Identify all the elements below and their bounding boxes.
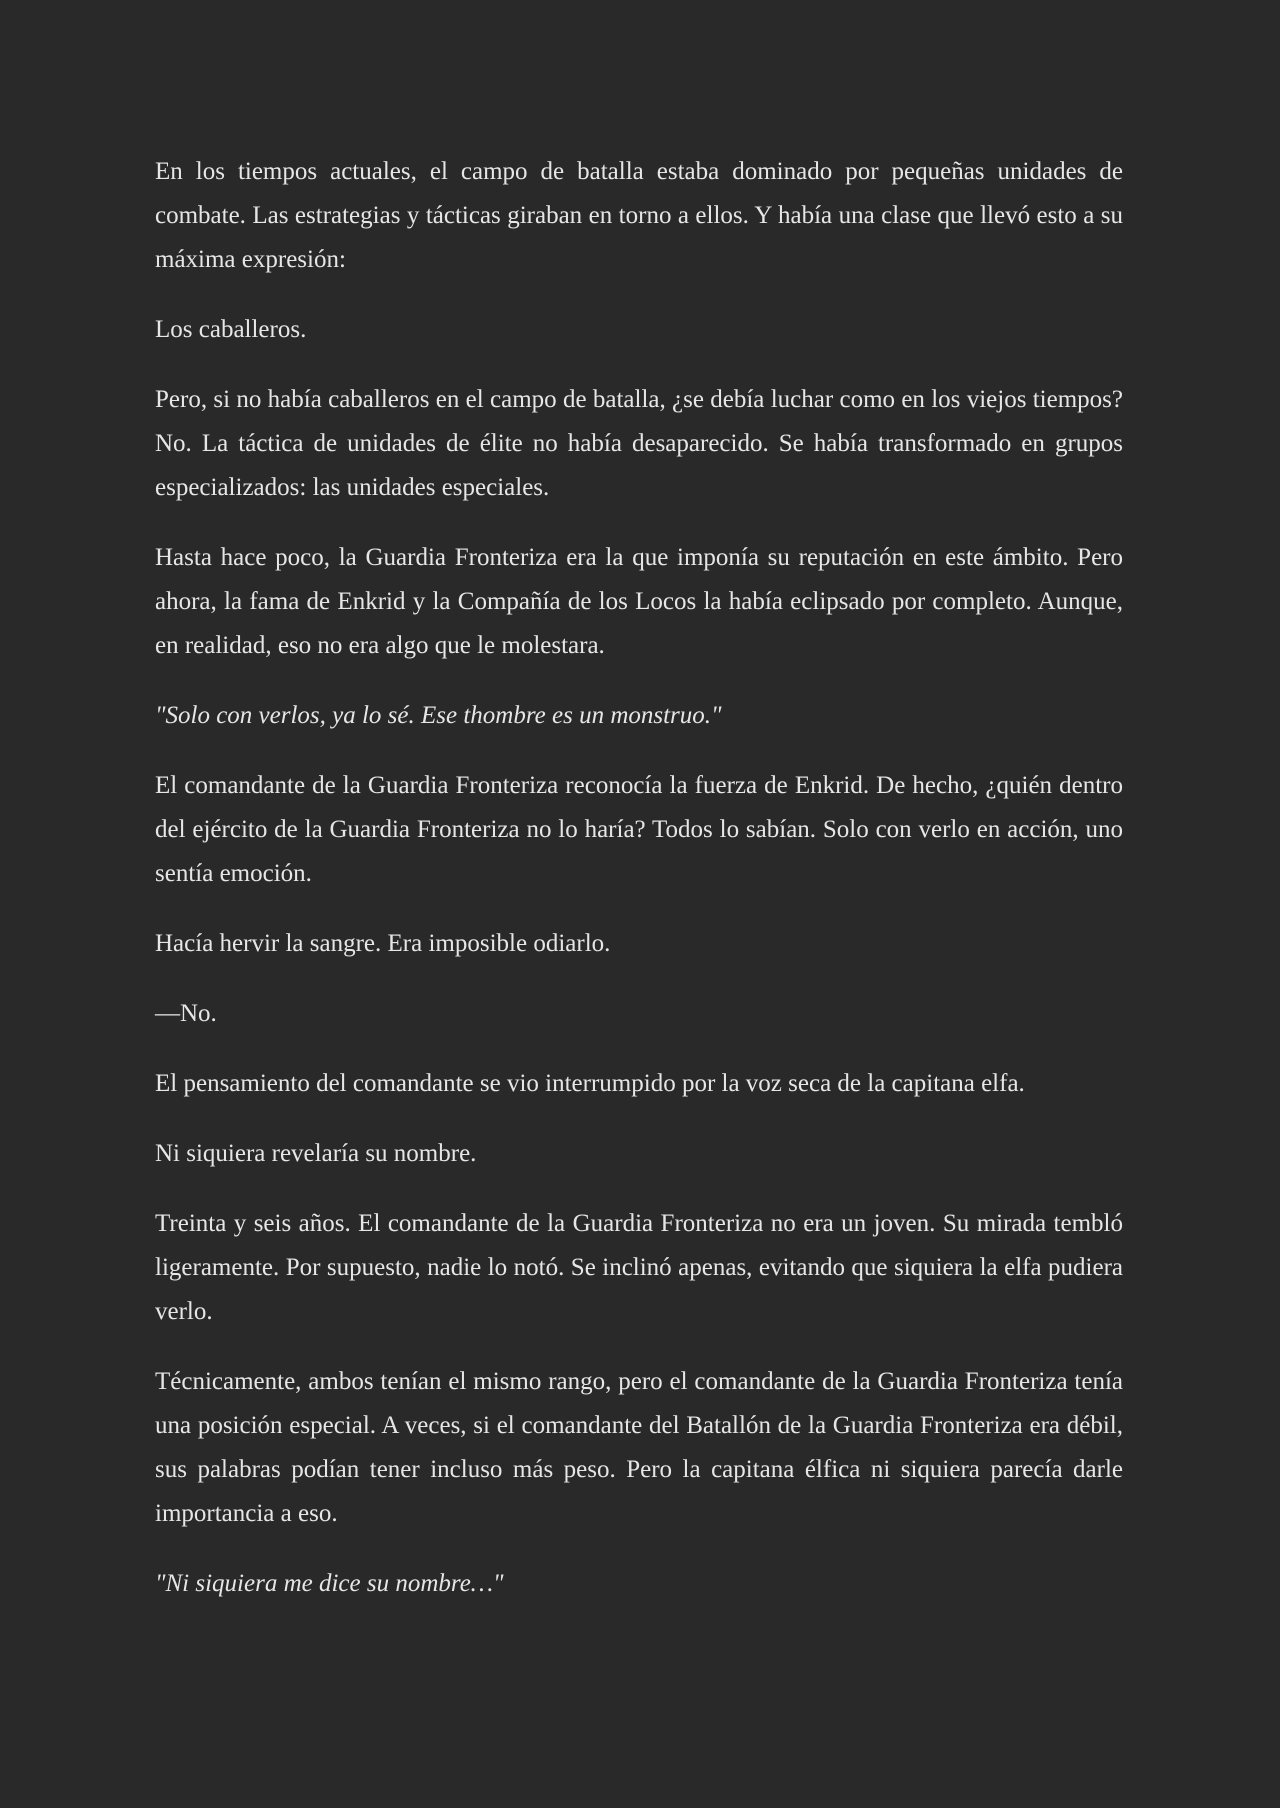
paragraph: Técnicamente, ambos tenían el mismo rango, pero el comandante de la Guardia Fronteriza tenía una posición especial. A veces, si el comandante del Batallón de la Guardia Fronteriza era débil, sus palabras podían tener incluso más peso. Pero la capitana élfica ni siquiera parecía darle importancia a eso.	[155, 1368, 1123, 1527]
paragraph: Treinta y seis años. El comandante de la Guardia Fronteriza no era un joven. Su mirada tembló ligeramente. Por supuesto, nadie lo notó. Se inclinó apenas, evitando que siquiera la elfa pudiera verlo.	[155, 1210, 1123, 1325]
paragraph: Hasta hace poco, la Guardia Fronteriza era la que imponía su reputación en este ámbito. Pero ahora, la fama de Enkrid y la Compañía de los Locos la había eclipsado por completo. Aunque, en realidad, eso no era algo que le molestara.	[155, 544, 1123, 659]
paragraph: Los caballeros.	[155, 316, 307, 343]
thought-quote: "Solo con verlos, ya lo sé. Ese thombre es un monstruo."	[155, 702, 722, 729]
paragraph: Pero, si no había caballeros en el campo de batalla, ¿se debía luchar como en los viejos tiempos? No. La táctica de unidades de élite no había desaparecido. Se había transformado en grupos especializados: las unidades especiales.	[155, 386, 1123, 501]
paragraph: El pensamiento del comandante se vio interrumpido por la voz seca de la capitana elfa.	[155, 1070, 1025, 1097]
paragraph: Hacía hervir la sangre. Era imposible odiarlo.	[155, 930, 611, 957]
paragraph: El comandante de la Guardia Fronteriza reconocía la fuerza de Enkrid. De hecho, ¿quién dentro del ejército de la Guardia Fronteriza no lo haría? Todos lo sabían. Solo con verlo en acción, uno sentía emoción.	[155, 772, 1123, 887]
dialogue-line: —No.	[155, 1000, 217, 1027]
chapter-text	[155, 150, 1123, 1632]
paragraph: En los tiempos actuales, el campo de batalla estaba dominado por pequeñas unidades de combate. Las estrategias y tácticas giraban en torno a ellos. Y había una clase que llevó esto a su máxima expresión:	[155, 158, 1123, 273]
paragraph: Ni siquiera revelaría su nombre.	[155, 1140, 477, 1167]
thought-quote: "Ni siquiera me dice su nombre…"	[155, 1570, 504, 1597]
